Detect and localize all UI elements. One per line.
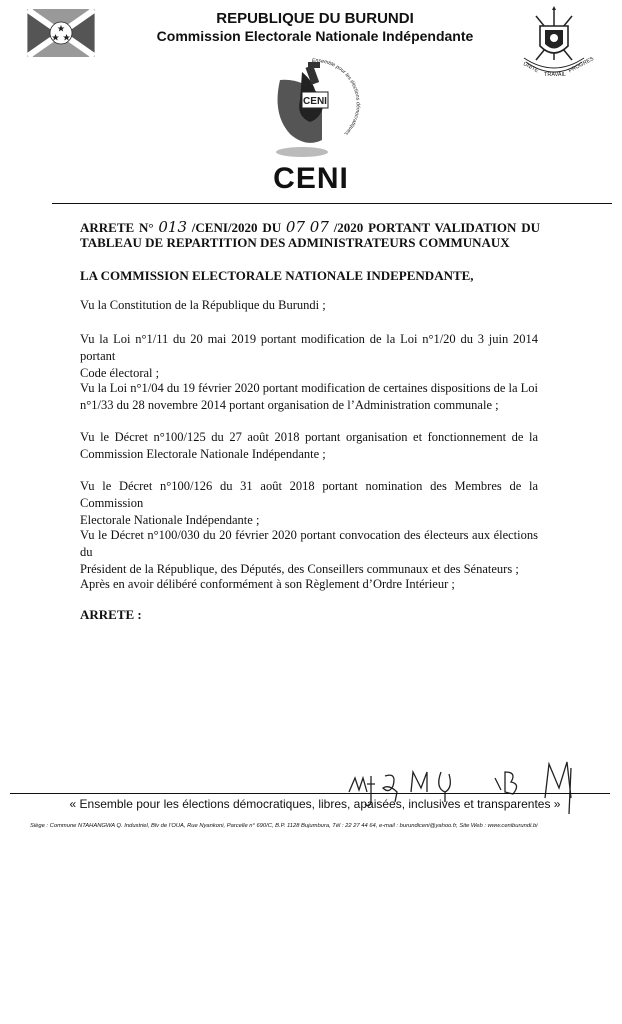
considerant-decret-126 bbox=[80, 478, 538, 529]
paragraph-line: Vu le Décret n°100/125 du 27 août 2018 portant organisation et fonctionnement de la bbox=[80, 430, 538, 444]
title-suffix: /2020 PORTANT VALIDATION DU bbox=[333, 220, 541, 235]
paragraph-line: Président de la République, des Députés, des Conseillers communaux et des Sénateurs ; bbox=[80, 562, 519, 576]
paragraph-line: Vu le Décret n°100/126 du 31 août 2018 portant nomination des Membres de la Commission bbox=[80, 479, 538, 510]
paragraph-line: Vu la Loi n°1/04 du 19 février 2020 portant modification de certaines dispositions de la Loi bbox=[80, 381, 538, 395]
handwritten-day: 07 bbox=[285, 218, 305, 236]
footer-divider bbox=[10, 793, 610, 794]
decree-title-line2: TABLEAU DE REPARTITION DES ADMINISTRATEURS COMMUNAUX bbox=[80, 235, 510, 250]
title-mid: /CENI/2020 DU bbox=[191, 220, 282, 235]
considerant-deliberation bbox=[80, 576, 538, 593]
arms-motto-right: PROGRES bbox=[567, 56, 595, 75]
ceni-logo-icon bbox=[262, 56, 362, 160]
paragraph-line: Code électoral ; bbox=[80, 366, 160, 380]
ceni-motto: « Ensemble pour les élections démocratiques, libres, apaisées, inclusives et transparentes » bbox=[69, 797, 561, 811]
considerant-decret-030 bbox=[80, 527, 538, 578]
footer-address: Siège : Commune NTAHANGWA Q. Industriel, Blv de l’OUA, Rue Nyankoni, Parcelle n° 690/C, B.P. 1128 Bujumbura, Tél : 22 27 44 64, e-mail : burundiceni@yahoo.fr, Site Web : www.ceniburundi.bi bbox=[30, 823, 538, 829]
title-prefix: ARRETE N° bbox=[80, 220, 154, 235]
institution-name: Commission Electorale Nationale Indépendante bbox=[156, 28, 474, 44]
paragraph-line: Commission Electorale Nationale Indépendante ; bbox=[80, 447, 326, 461]
arms-motto-left: UNITE bbox=[521, 61, 540, 75]
ceni-acronym: CENI bbox=[273, 162, 349, 195]
decree-title-line1 bbox=[80, 218, 540, 236]
considerant-loi-communale bbox=[80, 380, 538, 414]
arms-motto-center: TRAVAIL bbox=[544, 72, 567, 78]
burundi-flag-icon bbox=[28, 10, 94, 56]
paragraph-line: Electorale Nationale Indépendante ; bbox=[80, 513, 260, 527]
country-name: REPUBLIQUE DU BURUNDI bbox=[216, 10, 414, 27]
handwritten-month: 07 bbox=[309, 218, 329, 236]
considerant-decret-125 bbox=[80, 429, 538, 463]
coat-of-arms-icon bbox=[518, 8, 595, 86]
paragraph-line: n°1/33 du 28 novembre 2014 portant organisation de l’Administration communale ; bbox=[80, 398, 499, 412]
paragraph-line: Vu la Loi n°1/11 du 20 mai 2019 portant modification de la Loi n°1/20 du 3 juin 2014 portant bbox=[80, 332, 538, 363]
commission-heading: LA COMMISSION ELECTORALE NATIONALE INDEPENDANTE, bbox=[80, 268, 474, 283]
logo-center-text: CENI bbox=[303, 96, 327, 107]
paragraph-line: Après en avoir délibéré conformément à son Règlement d’Ordre Intérieur ; bbox=[80, 577, 455, 591]
considerant-constitution bbox=[80, 297, 538, 314]
logo-arc-text: Ensemble pour les élections démocratiques, bbox=[311, 57, 361, 137]
header-divider bbox=[52, 203, 612, 204]
considerant-code-electoral bbox=[80, 331, 538, 382]
paragraph-line: Vu le Décret n°100/030 du 20 février 2020 portant convocation des électeurs aux élections du bbox=[80, 528, 538, 559]
handwritten-number: 013 bbox=[158, 218, 187, 236]
arrete-heading: ARRETE : bbox=[80, 607, 142, 622]
paragraph-line: Vu la Constitution de la République du Burundi ; bbox=[80, 298, 326, 312]
